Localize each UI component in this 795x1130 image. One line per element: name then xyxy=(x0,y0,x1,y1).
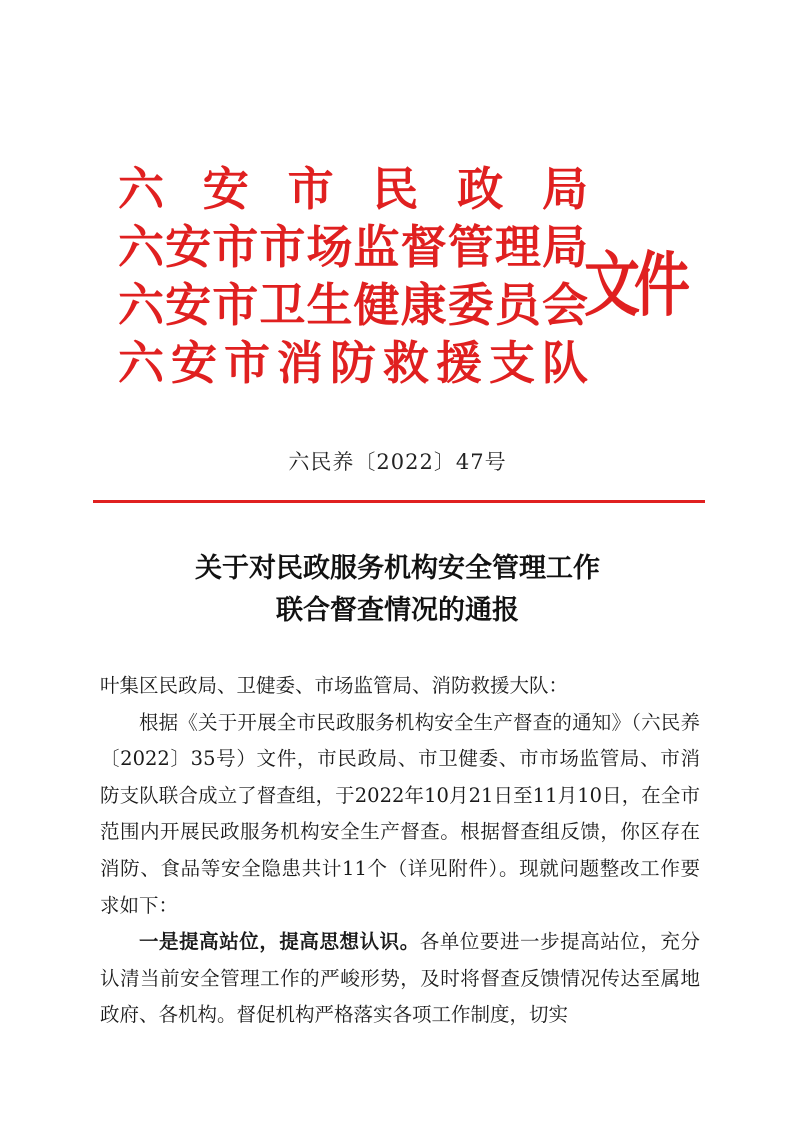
issuer-char: 卫 xyxy=(259,278,306,332)
requirement-1-heading: 一是提高站位，提高思想认识。 xyxy=(139,930,420,954)
issuer-char: 消 xyxy=(277,336,323,390)
issuer-char: 安 xyxy=(165,220,212,274)
paragraph-background: 根据《关于开展全市民政服务机构安全生产督查的通知》（六民养〔2022〕35号）文件，市民政局、市卫健委、市市场监管局、市消防支队联合成立了督查组，于2022年10月21日至11月10日，在全市范围内开展民政服务机构安全生产督查。根据督查组反馈，你区存在消防、食品等安全隐患共计11个（详见附件）。现就问题整改工作要求如下： xyxy=(100,710,700,917)
issuer-char: 员 xyxy=(494,278,541,332)
issuer-char: 救 xyxy=(383,336,429,390)
issuer-char: 市 xyxy=(224,336,270,390)
issuer-char: 场 xyxy=(306,220,353,274)
document-title xyxy=(0,548,795,632)
document-body xyxy=(100,668,700,1034)
issuer-char: 民 xyxy=(372,162,419,216)
issuer-line-civil-affairs xyxy=(118,160,588,218)
issuer-char: 生 xyxy=(306,278,353,332)
issuer-char: 会 xyxy=(541,278,588,332)
issuer-line-health-commission xyxy=(118,276,588,334)
issuer-line-market-supervision xyxy=(118,218,588,276)
paragraph-requirement-1 xyxy=(100,924,700,1034)
title-line-2: 联合督查情况的通报 xyxy=(276,595,519,626)
issuer-line-fire-rescue xyxy=(118,334,588,392)
issuer-char: 防 xyxy=(330,336,376,390)
document-number: 六民养〔2022〕47号 xyxy=(288,450,507,474)
issuer-char: 健 xyxy=(353,278,400,332)
issuer-char: 监 xyxy=(353,220,400,274)
red-divider-line xyxy=(93,500,705,503)
issuer-char: 队 xyxy=(542,336,588,390)
issuer-header xyxy=(118,160,588,392)
issuer-char: 督 xyxy=(400,220,447,274)
issuer-char: 六 xyxy=(118,162,164,216)
issuer-char: 市 xyxy=(287,162,334,216)
issuer-char: 委 xyxy=(447,278,494,332)
issuer-char: 援 xyxy=(436,336,482,390)
issuer-char: 管 xyxy=(447,220,494,274)
issuer-char: 安 xyxy=(202,162,249,216)
issuer-char: 六 xyxy=(118,220,164,274)
requirement-1-text: 各单位要进一步提高站位，充分认清当前安全管理工作的严峻形势，及时将督查反馈情况传达至属地政府、各机构。督促机构严格落实各项工作制度，切实 xyxy=(100,930,700,1027)
salutation: 叶集区民政局、卫健委、市场监管局、消防救援大队： xyxy=(100,674,569,697)
issuer-char: 局 xyxy=(541,162,588,216)
issuer-char: 安 xyxy=(165,278,212,332)
issuer-char: 局 xyxy=(541,220,588,274)
issuer-char: 市 xyxy=(259,220,306,274)
issuer-char: 安 xyxy=(171,336,217,390)
issuer-char: 康 xyxy=(400,278,447,332)
issuer-char: 理 xyxy=(494,220,541,274)
title-line-1: 关于对民政服务机构安全管理工作 xyxy=(195,553,600,584)
issuer-char: 支 xyxy=(489,336,535,390)
issuer-char: 政 xyxy=(457,162,504,216)
issuer-char: 市 xyxy=(212,220,259,274)
document-type-label: 文件 xyxy=(584,243,684,327)
issuer-char: 市 xyxy=(212,278,259,332)
issuer-char: 六 xyxy=(118,336,164,390)
issuer-char: 六 xyxy=(118,278,164,332)
